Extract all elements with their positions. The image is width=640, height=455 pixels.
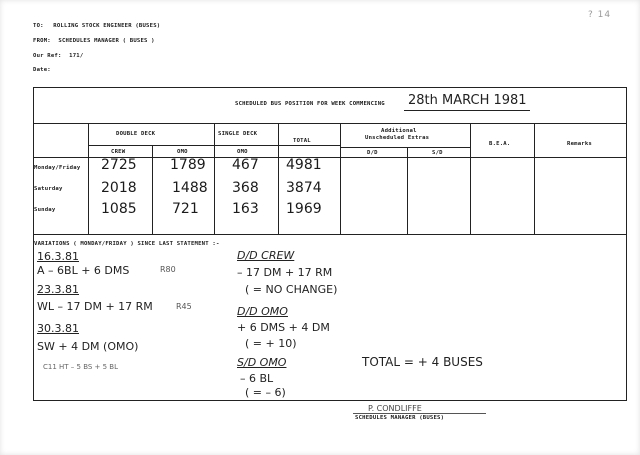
- variation-line: ( = – 6): [245, 386, 286, 399]
- title-prefix: SCHEDULED BUS POSITION FOR WEEK COMMENCING: [235, 101, 385, 107]
- total-value: 4981: [286, 157, 322, 173]
- sd-extras-head: S/D: [432, 150, 443, 156]
- variation-text: WL – 17 DM + 17 RM: [37, 300, 153, 313]
- dd-extras-head: D/D: [367, 150, 378, 156]
- variation-line: + 6 DMS + 4 DM: [237, 321, 330, 334]
- extras-subhead-line: [340, 147, 470, 148]
- variation-text: SW + 4 DM (OMO): [37, 340, 139, 353]
- remarks-head: Remarks: [567, 141, 592, 147]
- variation-note: R45: [176, 302, 192, 311]
- from-line: [33, 38, 155, 44]
- sd-omo-head: OMO: [237, 149, 248, 155]
- variation-note: C11 HT – 5 BS + 5 BL: [43, 363, 119, 371]
- sd-omo-value: 368: [232, 180, 259, 196]
- variation-note: R80: [160, 265, 176, 274]
- col-line-2: [152, 145, 153, 234]
- dd-crew-value: 2018: [101, 180, 137, 196]
- variations-heading: VARIATIONS ( MONDAY/FRIDAY ) SINCE LAST STATEMENT :-: [34, 241, 220, 247]
- corner-mark: ? 14: [588, 10, 612, 20]
- double-deck-head: DOUBLE DECK: [116, 131, 156, 137]
- variation-line: ( = + 10): [245, 337, 297, 350]
- single-deck-head: SINGLE DECK: [218, 131, 258, 137]
- col-line-6: [407, 147, 408, 234]
- col-line-3: [214, 123, 215, 234]
- variation-head: D/D CREW: [237, 249, 295, 262]
- variation-line: – 6 BL: [240, 372, 274, 385]
- col-line-4: [278, 123, 279, 234]
- total-head: TOTAL: [293, 138, 311, 144]
- dd-omo-value: 1789: [170, 157, 206, 173]
- variation-date: 30.3.81: [37, 322, 79, 335]
- ref-line: [33, 53, 83, 59]
- table-bottom-line: [33, 234, 627, 235]
- col-line-8: [534, 123, 535, 234]
- total-value: 1969: [286, 201, 322, 217]
- col-line-1: [88, 123, 89, 234]
- date-label: Date:: [33, 67, 51, 73]
- to-value: ROLLING STOCK ENGINEER (BUSES): [53, 23, 161, 29]
- from-label: FROM:: [33, 38, 51, 44]
- col-line-7: [470, 123, 471, 234]
- variation-date: 16.3.81: [37, 250, 79, 263]
- signature-line: [353, 413, 486, 414]
- dd-crew-value: 1085: [101, 201, 137, 217]
- from-value: SCHEDULES MANAGER ( BUSES ): [58, 38, 155, 44]
- ref-label: Our Ref:: [33, 53, 62, 59]
- crew-head: CREW: [111, 149, 126, 155]
- row-label: Sunday: [34, 207, 56, 213]
- variation-head: S/D OMO: [237, 356, 287, 369]
- title-date: 28th MARCH 1981: [408, 93, 527, 108]
- variations-total: TOTAL = + 4 BUSES: [362, 355, 483, 369]
- dd-crew-value: 2725: [101, 157, 137, 173]
- dd-omo-value: 1488: [172, 180, 208, 196]
- omo-head: OMO: [177, 149, 188, 155]
- ref-value: 171/: [69, 53, 84, 59]
- variation-date: 23.3.81: [37, 283, 79, 296]
- variation-head: D/D OMO: [237, 305, 288, 318]
- additional-head-2: Unscheduled Extras: [365, 135, 430, 141]
- additional-head-1: Additional: [381, 128, 417, 134]
- variation-line: ( = NO CHANGE): [245, 283, 338, 296]
- sd-omo-value: 163: [232, 201, 259, 217]
- row-label: Monday/Friday: [34, 165, 81, 171]
- to-label: TO:: [33, 23, 44, 29]
- to-line: [33, 23, 160, 29]
- signature-name: P. CONDLIFFE: [368, 404, 422, 413]
- signature-title: SCHEDULES MANAGER (BUSES): [355, 415, 445, 421]
- col-line-5: [340, 123, 341, 234]
- title-date-underline: [404, 110, 530, 111]
- dd-omo-value: 721: [172, 201, 199, 217]
- bea-head: B.E.A.: [489, 141, 511, 147]
- variation-text: A – 6BL + 6 DMS: [37, 264, 130, 277]
- row-label: Saturday: [34, 186, 63, 192]
- total-value: 3874: [286, 180, 322, 196]
- variation-line: – 17 DM + 17 RM: [237, 266, 333, 279]
- table-top-line: [33, 123, 627, 124]
- sd-omo-value: 467: [232, 157, 259, 173]
